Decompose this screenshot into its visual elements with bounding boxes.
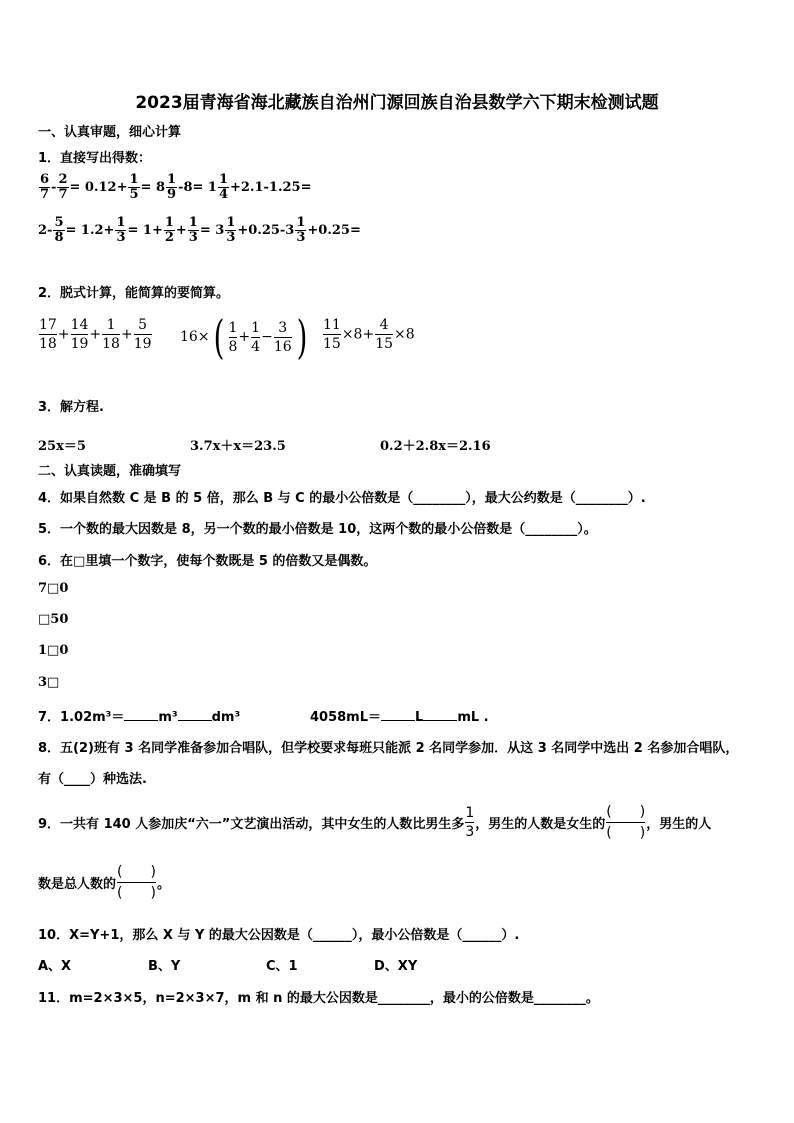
- question-7-part-a: 7．1.02m³＝ m³ dm³: [38, 710, 241, 725]
- question-2-label: 2．脱式计算，能简算的要简算。: [38, 286, 230, 301]
- question-2-expression-1: $\frac{17}{18}$ + $\frac{14}{19}$ + $\frac{1}{18}$ + $\frac{5}{19}$: [39, 317, 152, 352]
- page-title: 2023届青海省海北藏族自治州门源回族自治县数学六下期末检测试题: [135, 93, 659, 113]
- question-9-line-1: 9．一共有 140 人参加庆“六一”文艺演出活动，其中女生的人数比男生多 $\frac{1}{3}$ ，男生的人数是女生的 ( ) ( ) ，男生的人: [38, 804, 712, 841]
- question-1-label: 1．直接写出得数：: [38, 151, 152, 166]
- question-6-item: 3□: [38, 675, 60, 690]
- option-c: C、1: [266, 959, 298, 974]
- question-11: 11．m=2×3×5，n=2×3×7，m 和 n 的最大公因数是________，最小的公倍数是________。: [38, 991, 599, 1006]
- question-2-expression-3: $\frac{11}{15}$ ×8+ $\frac{4}{15}$ ×8: [323, 317, 415, 352]
- question-6-item: 1□0: [38, 643, 69, 658]
- question-3-label: 3．解方程.: [38, 400, 104, 415]
- section-heading-2: 二、认真读题，准确填写: [38, 464, 182, 479]
- option-a: A、X: [38, 959, 72, 974]
- section-heading-1: 一、认真审题，细心计算: [38, 125, 182, 140]
- question-2-expression-2: 16×( $\frac{1}{8}$ + $\frac{1}{4}$ − $\frac{3}{16}$ ): [180, 310, 308, 364]
- question-8-line-2: 有（____）种选法.: [38, 772, 147, 787]
- question-6-label: 6．在□里填一个数字，使每个数既是 5 的倍数又是偶数。: [38, 554, 377, 569]
- question-1-row-1: $\frac{6}{7}$ - $\frac{2}{7}$ = 0.12+ $\frac{1}{5}$ = 8 $\frac{1}{9}$ -8= 1 $\frac{1}{4}$ +2.1-1.25=: [40, 172, 312, 202]
- question-1-row-2: 2- $\frac{5}{8}$ = 1.2+ $\frac{1}{3}$ = 1+ $\frac{1}{2}$ + $\frac{1}{3}$ = 3 $\frac{1}{3}$ +0.25-3 $\frac{1}{3}$ +0.25=: [38, 215, 361, 245]
- equation-1: 25x＝5: [38, 439, 86, 454]
- equation-3: 0.2＋2.8x＝2.16: [380, 439, 491, 454]
- option-b: B、Y: [148, 959, 181, 974]
- question-10: 10．X=Y+1，那么 X 与 Y 的最大公因数是（______），最小公倍数是（______）.: [38, 928, 520, 943]
- question-6-item: 7□0: [38, 581, 69, 596]
- question-9-line-2: 数是总人数的 ( ) ( ) 。: [38, 864, 170, 901]
- question-6-item: □50: [38, 612, 69, 627]
- question-4: 4．如果自然数 C 是 B 的 5 倍，那么 B 与 C 的最小公倍数是（________），最大公约数是（________）.: [38, 491, 646, 506]
- question-7-part-b: 4058mL＝ L mL .: [310, 710, 489, 725]
- equation-2: 3.7x＋x＝23.5: [190, 439, 286, 454]
- question-8-line-1: 8．五(2)班有 3 名同学准备参加合唱队，但学校要求每班只能派 2 名同学参加．从这 3 名同学中选出 2 名参加合唱队，: [38, 741, 739, 756]
- option-d: D、XY: [374, 959, 418, 974]
- question-5: 5．一个数的最大因数是 8，另一个数的最小倍数是 10，这两个数的最小公倍数是（________）。: [38, 522, 597, 537]
